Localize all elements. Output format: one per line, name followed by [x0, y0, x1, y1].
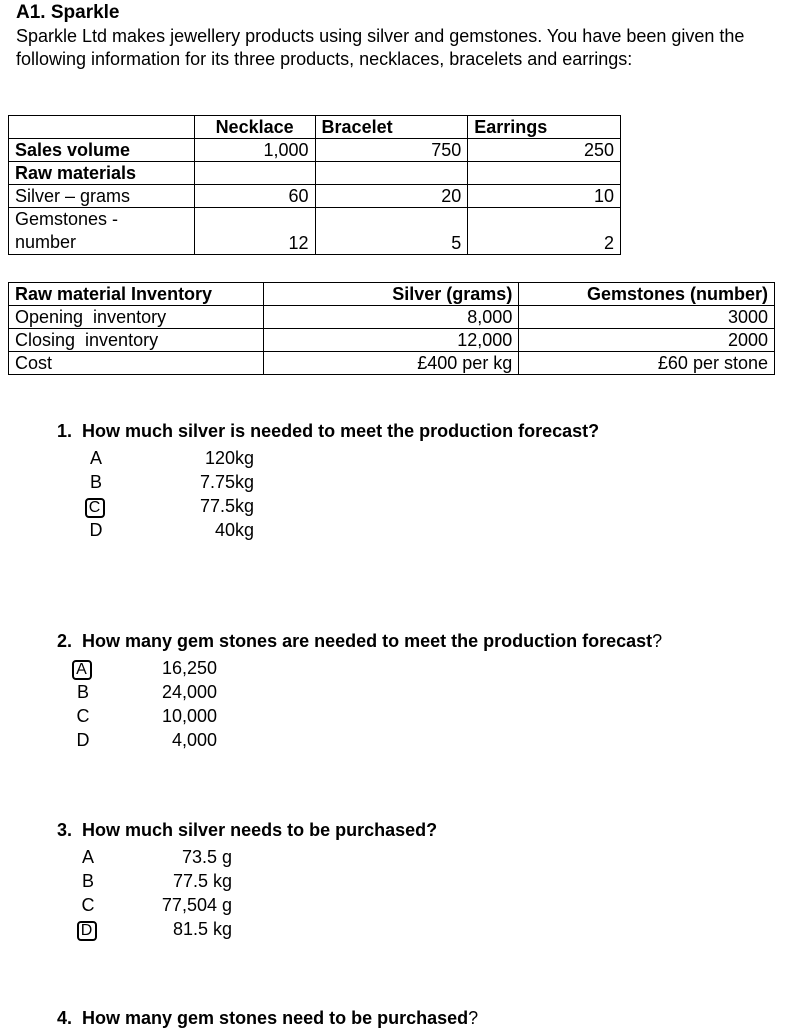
table-cell: 2 [468, 208, 621, 255]
table-cell: 1,000 [194, 139, 315, 162]
table-header-cell: Necklace [194, 116, 315, 139]
circled-answer-mark: C [85, 498, 105, 518]
page-title: A1. Sparkle [16, 2, 120, 23]
question-text: 1. How much silver is needed to meet the production forecast? [57, 421, 600, 441]
row-label: Raw materials [9, 162, 195, 185]
table-cell: 10 [468, 185, 621, 208]
option-row [78, 869, 232, 893]
table-cell: 8,000 [263, 306, 519, 329]
table-row [9, 139, 621, 162]
option-letter: C [76, 706, 90, 726]
table-cell: 60 [194, 185, 315, 208]
table-row [9, 185, 621, 208]
circled-answer-mark: A [72, 660, 92, 680]
option-row-selected [86, 494, 254, 518]
option-row [78, 845, 232, 869]
table-cell: £60 per stone [519, 352, 775, 375]
option-row [86, 518, 254, 542]
row-label: Closing inventory [9, 329, 264, 352]
option-letter-selected [78, 917, 98, 941]
row-label: Cost [9, 352, 264, 375]
option-value: 120kg [204, 448, 254, 468]
table-header-cell: Gemstones (number) [519, 283, 775, 306]
option-letter: B [76, 682, 89, 702]
table-row [9, 208, 621, 255]
row-label: Opening inventory [9, 306, 264, 329]
row-label-line: number [15, 232, 77, 252]
table-cell: 2000 [519, 329, 775, 352]
table-header-row [9, 283, 775, 306]
table-cell [315, 162, 468, 185]
option-row [73, 680, 217, 704]
option-row [78, 893, 232, 917]
option-letter: C [81, 895, 95, 915]
option-value: 40kg [214, 520, 254, 540]
option-value: 10,000 [161, 706, 217, 726]
option-letter: A [89, 448, 102, 468]
option-letter: B [81, 871, 94, 891]
table-header-cell: Silver (grams) [263, 283, 519, 306]
table-cell: 3000 [519, 306, 775, 329]
option-letter-selected [73, 656, 93, 680]
option-letter: D [89, 520, 103, 540]
options-q1 [86, 446, 254, 542]
table-row [9, 352, 775, 375]
row-label: Sales volume [9, 139, 195, 162]
option-row [86, 470, 254, 494]
table-row [9, 329, 775, 352]
question-2 [47, 610, 662, 652]
question-text: 4. How many gem stones need to be purchased [57, 1008, 469, 1028]
table-header-cell: Bracelet [315, 116, 468, 139]
question-4 [47, 987, 478, 1029]
option-value: 24,000 [161, 682, 217, 702]
table-cell: 12 [194, 208, 315, 255]
table-row [9, 162, 621, 185]
table-cell [194, 162, 315, 185]
question-text: 3. How much silver needs to be purchased? [57, 820, 438, 840]
option-value: 16,250 [161, 658, 217, 678]
table-header-cell: Raw material Inventory [9, 283, 264, 306]
row-label [9, 208, 195, 255]
option-row-selected [78, 917, 232, 941]
table-cell [468, 162, 621, 185]
option-value: 77.5 kg [172, 871, 232, 891]
inventory-table [8, 282, 775, 375]
row-label: Silver – grams [9, 185, 195, 208]
option-value: 81.5 kg [172, 919, 232, 939]
option-letter-selected [86, 494, 106, 518]
question-text: 2. How many gem stones are needed to meet the production forecast [57, 631, 653, 651]
option-value: 77,504 g [161, 895, 232, 915]
intro-paragraph: Sparkle Ltd makes jewellery products using silver and gemstones. You have been given the following information for its three products, necklaces, bracelets and earrings: [16, 26, 745, 69]
question-tail: ? [468, 1008, 479, 1028]
table-cell: £400 per kg [263, 352, 519, 375]
circled-answer-mark: D [77, 921, 97, 941]
table-cell: 12,000 [263, 329, 519, 352]
option-row [73, 728, 217, 752]
question-tail: ? [652, 631, 663, 651]
table-row [9, 306, 775, 329]
table-cell: 20 [315, 185, 468, 208]
option-row [86, 446, 254, 470]
option-letter: D [76, 730, 90, 750]
option-value: 7.75kg [199, 472, 254, 492]
option-value: 4,000 [171, 730, 217, 750]
table-cell: 250 [468, 139, 621, 162]
table-header-cell: Earrings [468, 116, 621, 139]
option-letter: A [81, 847, 94, 867]
options-q2 [73, 656, 217, 752]
question-3 [47, 799, 437, 841]
table-header-row [9, 116, 621, 139]
option-letter: B [89, 472, 102, 492]
option-row [73, 704, 217, 728]
question-1 [47, 400, 599, 442]
table-header-cell [9, 116, 195, 139]
table-cell: 750 [315, 139, 468, 162]
options-q3 [78, 845, 232, 941]
products-table [8, 115, 621, 255]
table-cell: 5 [315, 208, 468, 255]
option-row-selected [73, 656, 217, 680]
row-label-line: Gemstones - [15, 209, 119, 229]
option-value: 77.5kg [199, 496, 254, 516]
option-value: 73.5 g [181, 847, 232, 867]
